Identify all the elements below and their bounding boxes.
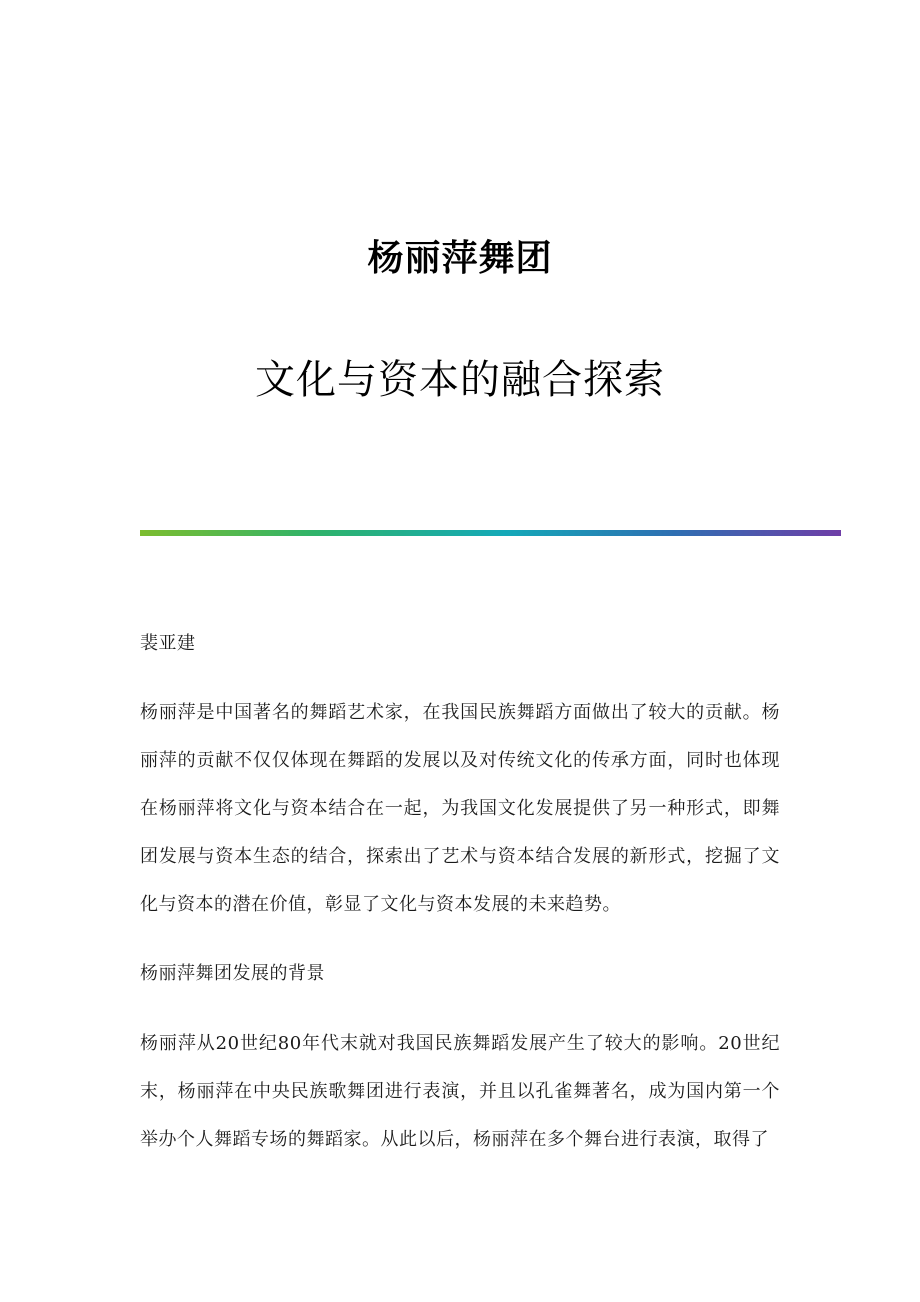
gradient-divider xyxy=(140,530,841,536)
section-heading-background: 杨丽萍舞团发展的背景 xyxy=(140,963,325,984)
document-title-line-1: 杨丽萍舞团 xyxy=(367,238,553,279)
author-name: 裴亚建 xyxy=(140,633,196,654)
paragraph-background: 杨丽萍从20世纪80年代末就对我国民族舞蹈发展产生了较大的影响。20世纪末，杨丽萍在中央民族歌舞团进行表演，并且以孔雀舞著名，成为国内第一个举办个人舞蹈专场的舞蹈家。从此以后，杨丽萍在多个舞台进行表演，取得了 xyxy=(140,1033,780,1150)
document-title-line-2: 文化与资本的融合探索 xyxy=(255,357,665,403)
paragraph-intro: 杨丽萍是中国著名的舞蹈艺术家，在我国民族舞蹈方面做出了较大的贡献。杨丽萍的贡献不仅仅体现在舞蹈的发展以及对传统文化的传承方面，同时也体现在杨丽萍将文化与资本结合在一起，为我国文化发展提供了另一种形式，即舞团发展与资本生态的结合，探索出了艺术与资本结合发展的新形式，挖掘了文化与资本的潜在价值，彰显了文化与资本发展的未来趋势。 xyxy=(140,702,780,915)
